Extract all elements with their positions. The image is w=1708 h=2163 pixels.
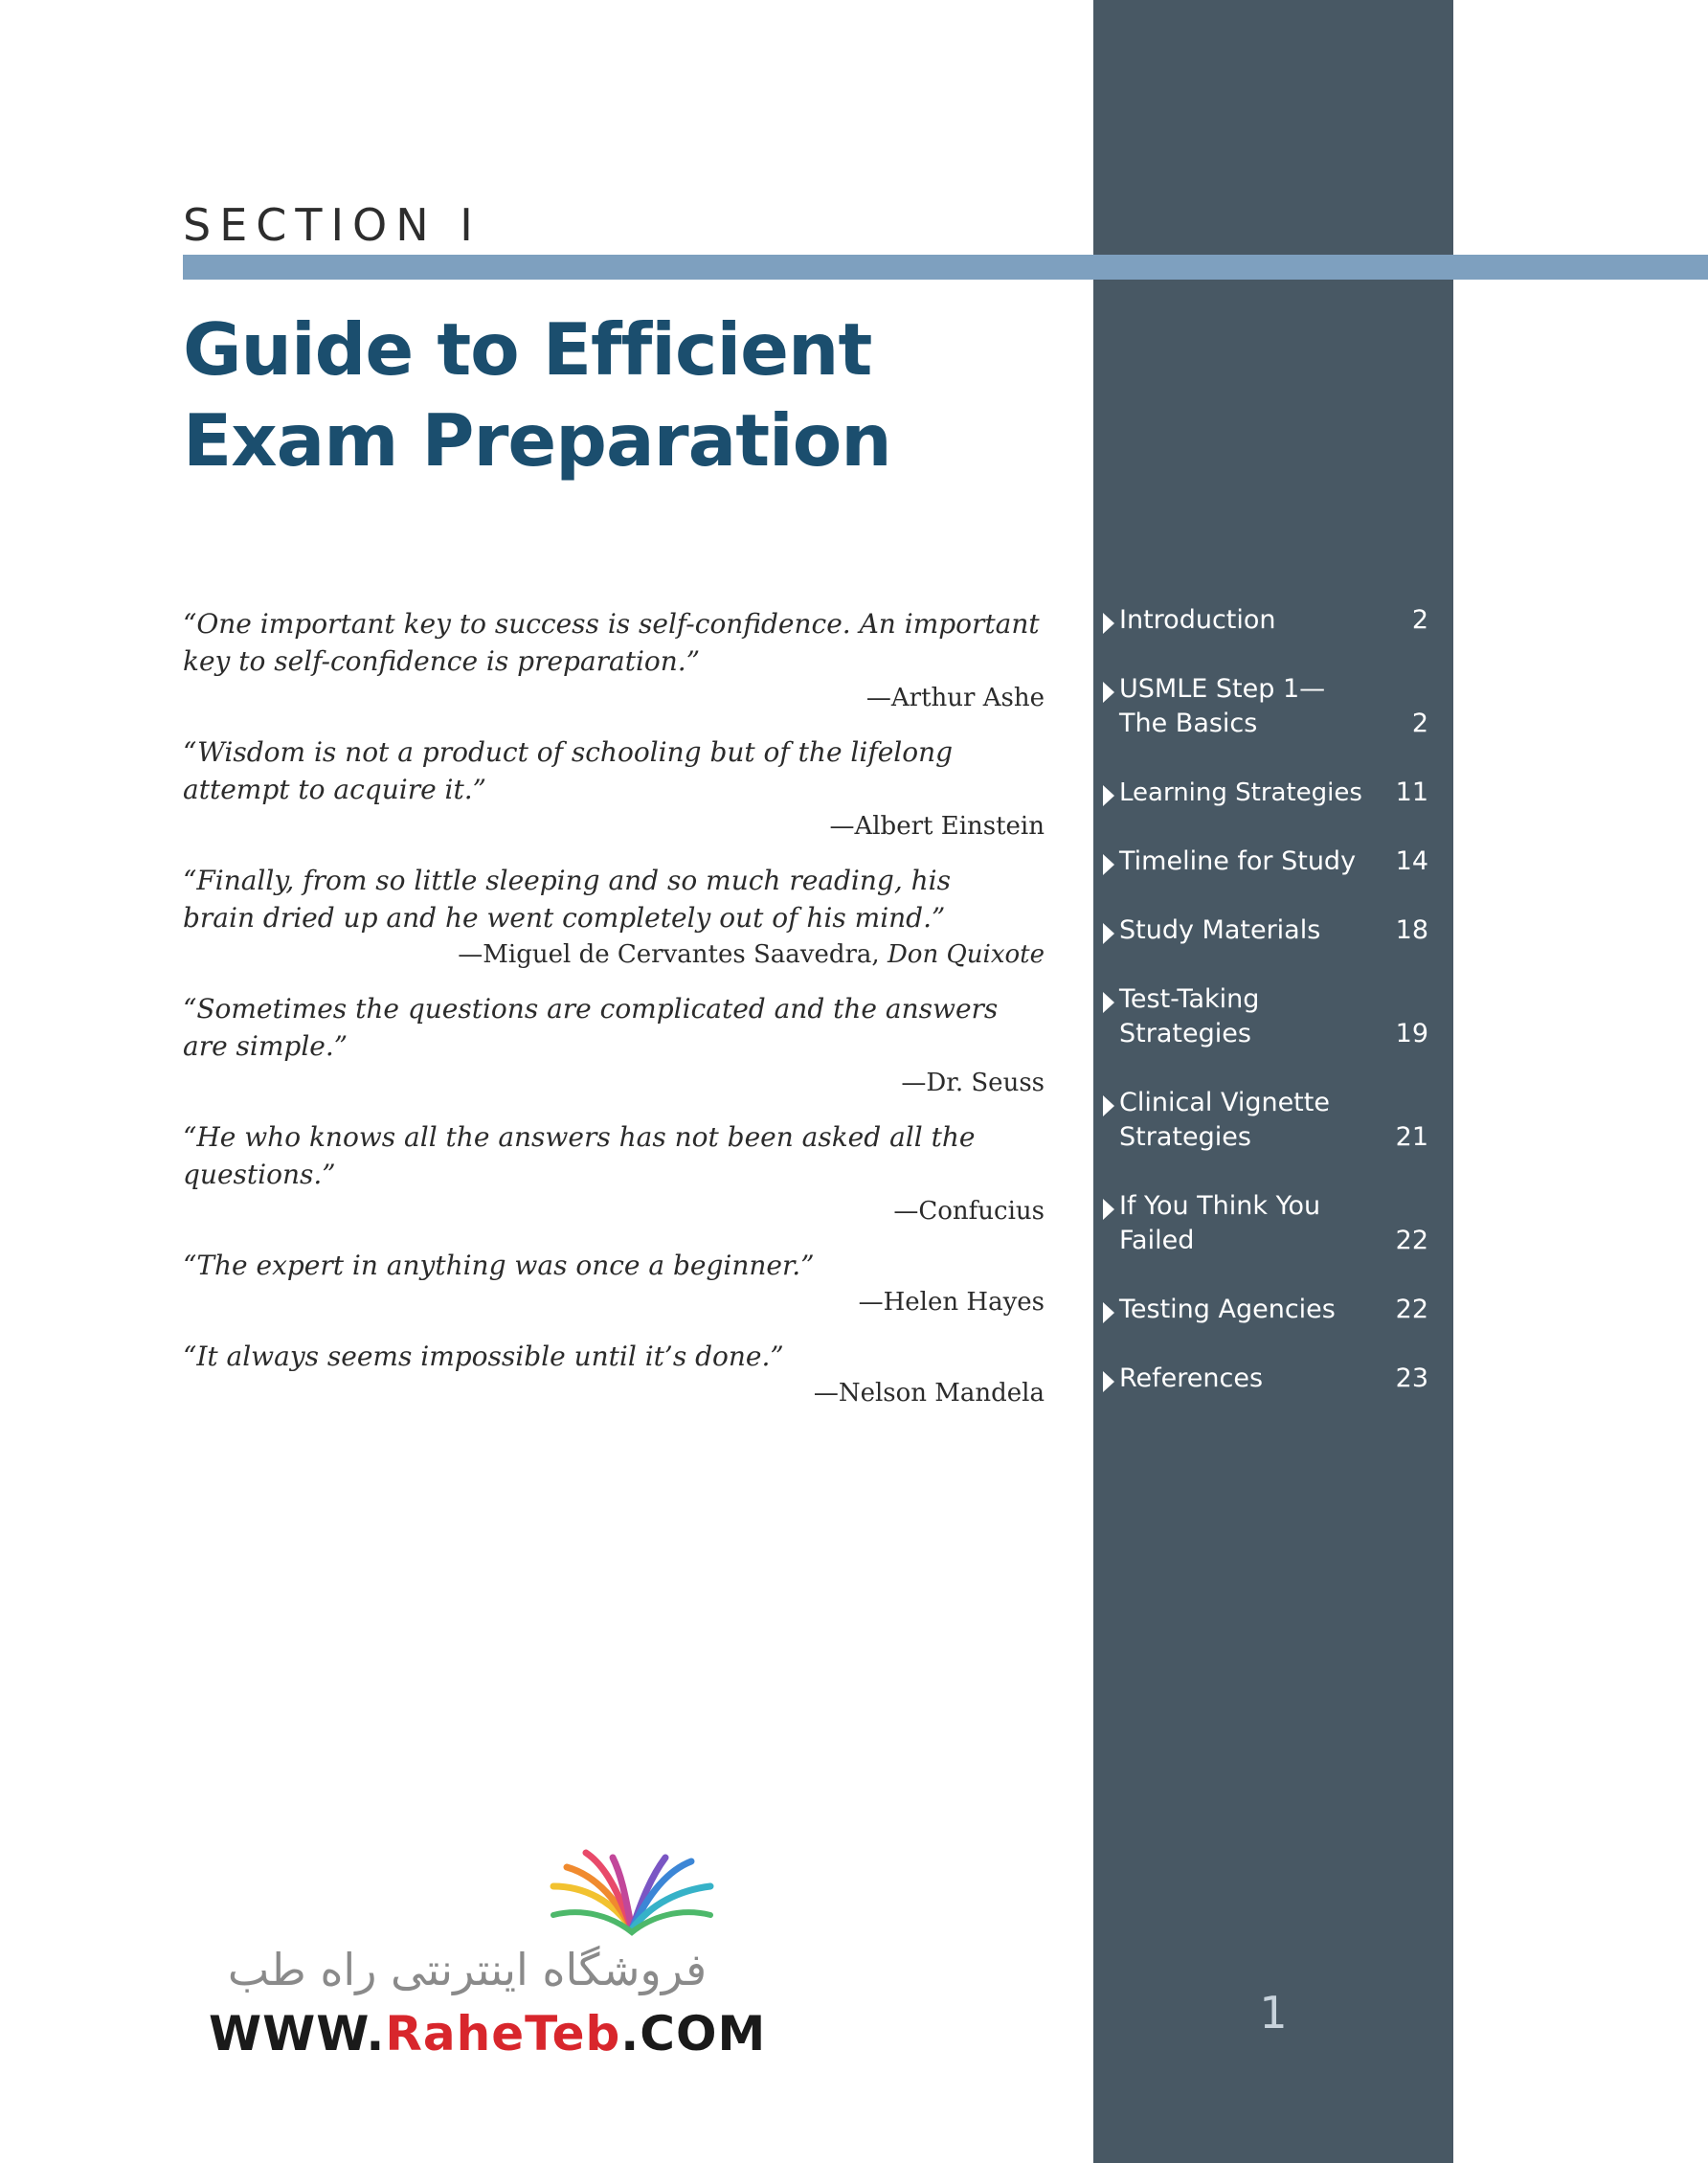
toc-item-page: 2 [1411,605,1428,635]
toc-item-label: Clinical Vignette Strategies [1119,1088,1330,1152]
url-prefix: WWW. [209,2006,386,2062]
toc-item-label: Learning Strategies [1119,778,1362,807]
quote-author: —Miguel de Cervantes Saavedra, [458,940,888,969]
quote-text: “Sometimes the questions are complicated and the answers are simple.” [183,993,999,1062]
quote-text: “Finally, from so little sleeping and so much reading, his brain dried up and he went completely out of his mind.” [183,865,951,934]
toc-item-page: 18 [1395,915,1428,945]
toc-item-page: 19 [1395,1019,1428,1048]
toc-item-usmle-basics[interactable] [1103,672,1428,741]
section-rule [183,255,1708,280]
watermark-url [209,2006,767,2062]
toc-item-timeline-for-study[interactable] [1103,845,1428,879]
toc-item-page: 14 [1395,846,1428,876]
toc-item-page: 2 [1411,709,1428,738]
title-line: Exam Preparation [183,398,891,483]
toc-item-label: Test-Taking Strategies [1119,984,1260,1048]
quote-text: “The expert in anything was once a beginner.” [183,1250,815,1281]
quote-text: “Wisdom is not a product of schooling but of the lifelong attempt to acquire it.” [183,736,954,805]
toc-item-page: 11 [1395,777,1428,807]
triangle-right-icon [1103,1371,1114,1392]
triangle-right-icon [1103,854,1114,875]
watermark-persian-text: فروشگاه اینترنتی راه طب [227,1944,708,1995]
quotes-list [183,605,1045,1429]
quote [183,1247,1045,1320]
triangle-right-icon [1103,992,1114,1013]
toc-item-label: References [1119,1363,1264,1393]
toc-item-references[interactable] [1103,1362,1428,1396]
toc-item-label: If You Think You Failed [1119,1191,1321,1255]
quote [183,605,1045,716]
quote-attribution: —Arthur Ashe [865,684,1045,712]
triangle-right-icon [1103,682,1114,703]
triangle-right-icon [1103,785,1114,806]
quote [183,1118,1045,1229]
toc-item-if-you-think-you-failed[interactable] [1103,1189,1428,1258]
quote-attribution: —Confucius [893,1197,1045,1226]
quote [183,733,1045,845]
quote-attribution: —Dr. Seuss [901,1069,1045,1097]
quote [183,862,1045,973]
quote-attribution: —Albert Einstein [829,812,1045,841]
toc-item-clinical-vignette-strategies[interactable] [1103,1086,1428,1155]
toc-item-introduction[interactable] [1103,603,1428,638]
quote-text: “He who knows all the answers has not been asked all the questions.” [183,1121,976,1190]
toc-item-label: USMLE Step 1—The Basics [1119,674,1326,738]
quote [183,1338,1045,1411]
toc-item-label: Study Materials [1119,915,1321,945]
quote-attribution: —Nelson Mandela [813,1379,1045,1408]
toc-item-page: 23 [1395,1363,1428,1393]
page-title [183,304,891,486]
toc-item-test-taking-strategies[interactable] [1103,982,1428,1051]
quote [183,990,1045,1101]
quote-attribution: —Helen Hayes [858,1288,1045,1317]
url-brand: RaheTeb [385,2006,621,2062]
triangle-right-icon [1103,1095,1114,1116]
toc-item-page: 21 [1395,1122,1428,1152]
toc-item-study-materials[interactable] [1103,913,1428,948]
quote-text: “One important key to success is self-confidence. An important key to self-confidence is preparation.” [183,608,1040,677]
title-line: Guide to Efficient [183,307,872,392]
toc-item-page: 22 [1395,1226,1428,1255]
toc-item-label: Testing Agencies [1119,1295,1336,1324]
triangle-right-icon [1103,613,1114,634]
toc-item-label: Introduction [1119,605,1276,635]
toc-item-page: 22 [1395,1295,1428,1324]
toc-item-learning-strategies[interactable] [1103,776,1428,810]
page-number: 1 [1259,1987,1288,2039]
section-label: SECTION I [183,199,482,251]
toc-item-testing-agencies[interactable] [1103,1293,1428,1327]
triangle-right-icon [1103,1199,1114,1220]
table-of-contents [1103,603,1428,1431]
open-book-logo-icon [546,1848,718,1939]
quote-text: “It always seems impossible until it’s done.” [183,1341,784,1372]
raheteb-watermark [209,1848,767,2062]
url-suffix: .COM [620,2006,767,2062]
quote-attribution [183,936,1045,973]
triangle-right-icon [1103,1302,1114,1323]
triangle-right-icon [1103,923,1114,944]
quote-work-title: Don Quixote [887,940,1045,969]
toc-item-label: Timeline for Study [1119,846,1357,876]
